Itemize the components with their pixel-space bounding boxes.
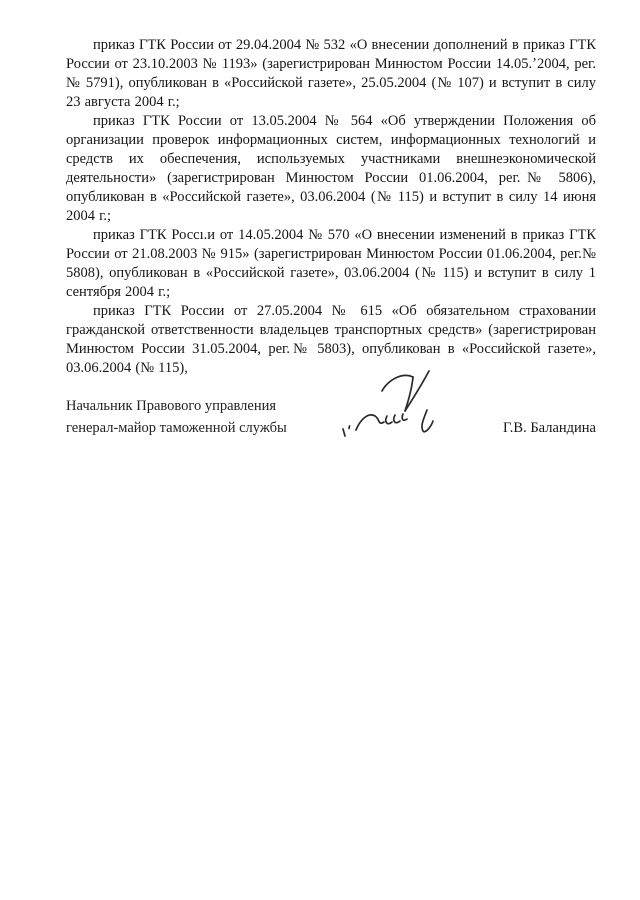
- paragraph-order-532: приказ ГТК России от 29.04.2004 № 532 «О внесении дополнений в приказ ГТК России от 23.10.2003 № 1193» (зарегистрирован Минюстом России 14.05.ʼ2004, рег.№ 5791), опубликован в «Российской газете», 25.05.2004 (№ 107) и вступит в силу 23 августа 2004 г.;: [66, 37, 596, 110]
- document-body: [66, 36, 596, 378]
- paragraph-order-615: приказ ГТК России от 27.05.2004 № 615 «Об обязательном страховании гражданской ответственности владельцев транспортных средств» (зарегистрирован Минюстом России 31.05.2004, рег.№ 5803), опубликован в «Российской газете», 03.06.2004 (№ 115),: [66, 303, 596, 376]
- signatory-position-line2: генерал-майор таможенной службы: [66, 420, 287, 436]
- signatory-position-line1: Начальник Правового управления: [66, 398, 277, 414]
- signature-block: [66, 395, 596, 439]
- signatory-name: Г.В. Баландина: [503, 420, 596, 436]
- paragraph-order-564: приказ ГТК России от 13.05.2004 № 564 «Об утверждении Положения об организации проверок информационных систем, информационных технологий и средств их обеспечения, используемых участниками внешнеэкономической деятельности» (зарегистрирован Минюстом России 01.06.2004, рег.№ 5806), опубликован в «Российской газете», 03.06.2004 (№ 115) и вступит в силу 14 июня 2004 г.;: [66, 113, 596, 224]
- paragraph-order-570: приказ ГТК Россı.и от 14.05.2004 № 570 «О внесении изменений в приказ ГТК России от 21.08.2003 № 915» (зарегистрирован Минюстом России 01.06.2004, рег.№ 5808), опубликован в «Российской газете», 03.06.2004 (№ 115) и вступит в силу 1 сентября 2004 г.;: [66, 227, 596, 300]
- handwritten-signature-icon: [332, 365, 462, 447]
- signatory-position: [66, 395, 287, 439]
